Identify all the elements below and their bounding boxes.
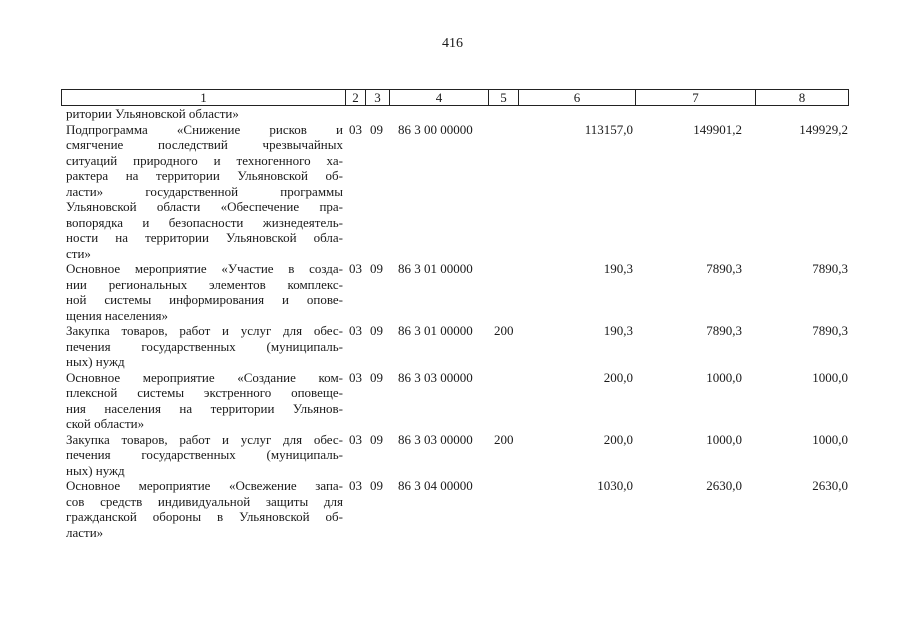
description-line: нии региональных элементов комплекс-: [66, 276, 343, 292]
cell-amount-col7: 149901,2: [693, 121, 742, 137]
table-row: [0, 122, 905, 262]
table-row: [0, 261, 905, 323]
description-line: Основное мероприятие «Освежение запа-: [66, 478, 343, 493]
cell-section: 03: [349, 478, 362, 493]
row-description: [66, 432, 343, 479]
description-line: вопорядка и безопасности жизнедеятель-: [66, 214, 343, 230]
cell-subsection: 09: [370, 478, 383, 493]
cell-subsection: 09: [370, 431, 383, 447]
page-number: 416: [442, 36, 463, 51]
description-line: щения населения»: [66, 307, 169, 323]
description-line: Основное мероприятие «Создание ком-: [66, 369, 343, 385]
description-line: ности на территории Ульяновской обла-: [66, 230, 343, 245]
description-line: смягчение последствий чрезвычайных: [66, 137, 343, 152]
cell-section: 03: [349, 369, 362, 385]
cell-amount-col7: 7890,3: [706, 323, 742, 338]
header-cell-7: 7: [636, 90, 756, 105]
cell-target-article: 86 3 03 00000: [398, 369, 473, 385]
header-cell-3: 3: [366, 90, 390, 105]
cell-section: 03: [349, 261, 362, 276]
description-line: ласти» государственной программы: [66, 183, 343, 199]
cell-section: 03: [349, 323, 362, 338]
cell-amount-col7: 7890,3: [706, 261, 742, 276]
description-line: ситуаций природного и техногенного ха-: [66, 152, 343, 168]
table-row: [0, 323, 905, 370]
table-row: [0, 370, 905, 432]
cell-target-article: 86 3 00 00000: [398, 121, 473, 137]
cell-amount-col6: 113157,0: [584, 121, 633, 137]
cell-section: 03: [349, 121, 362, 137]
row-description: [66, 478, 343, 540]
header-cell-8: 8: [798, 90, 806, 105]
cell-subsection: 09: [370, 261, 383, 276]
cell-subsection: 09: [370, 323, 383, 338]
cell-amount-col6: 200,0: [603, 431, 633, 447]
cell-amount-col6: 200,0: [603, 369, 633, 385]
cell-target-article: 86 3 01 00000: [398, 261, 473, 276]
cell-amount-col8: 1000,0: [812, 431, 848, 447]
cell-amount-col8: 7890,3: [812, 261, 848, 276]
description-line: гражданской обороны в Ульяновской об-: [66, 509, 343, 524]
header-cell-4: 4: [390, 90, 489, 105]
cell-amount-col8: 149929,2: [799, 121, 848, 137]
description-line: печения государственных (муниципаль-: [66, 338, 343, 354]
description-line: Ульяновской области «Обеспечение пра-: [66, 199, 343, 214]
cell-amount-col7: 2630,0: [706, 478, 742, 493]
header-cell-6: 6: [519, 90, 636, 105]
cell-subsection: 09: [370, 121, 383, 137]
description-line: Закупка товаров, работ и услуг для обес-: [66, 431, 343, 447]
description-line: Основное мероприятие «Участие в созда-: [66, 261, 343, 276]
description-line: ния населения на территории Ульянов-: [66, 400, 343, 416]
cell-amount-col8: 1000,0: [812, 369, 848, 385]
description-line: ритории Ульяновской области»: [66, 106, 239, 121]
cell-expense-type: 200: [494, 323, 514, 338]
cell-amount-col6: 190,3: [603, 261, 633, 276]
row-description: [66, 122, 343, 262]
header-cell-2: 2: [346, 90, 366, 105]
description-line: ных) нужд: [66, 462, 125, 478]
description-line: ской области»: [66, 416, 145, 431]
table-row: [0, 106, 905, 122]
row-description: [66, 323, 343, 370]
row-description: [66, 370, 343, 432]
cell-expense-type: 200: [494, 431, 514, 447]
description-line: печения государственных (муниципаль-: [66, 447, 343, 462]
cell-amount-col6: 1030,0: [597, 478, 633, 493]
table-body: [0, 106, 905, 540]
description-line: ной системы информирования и опове-: [66, 292, 343, 307]
description-line: сов средств индивидуальной защиты для: [66, 493, 343, 509]
cell-subsection: 09: [370, 369, 383, 385]
cell-section: 03: [349, 431, 362, 447]
description-line: сти»: [66, 245, 91, 261]
cell-target-article: 86 3 04 00000: [398, 478, 473, 493]
row-description: [66, 106, 343, 122]
cell-target-article: 86 3 01 00000: [398, 323, 473, 338]
description-line: рактера на территории Ульяновской об-: [66, 168, 343, 183]
cell-amount-col7: 1000,0: [706, 369, 742, 385]
row-description: [66, 261, 343, 323]
table-row: [0, 478, 905, 540]
cell-amount-col6: 190,3: [603, 323, 633, 338]
description-line: Подпрограмма «Снижение рисков и: [66, 121, 343, 137]
cell-target-article: 86 3 03 00000: [398, 431, 473, 447]
cell-amount-col8: 2630,0: [812, 478, 848, 493]
table-header-row: [61, 89, 849, 106]
description-line: ласти»: [66, 524, 104, 540]
table-row: [0, 432, 905, 479]
description-line: ных) нужд: [66, 354, 125, 369]
cell-amount-col7: 1000,0: [706, 431, 742, 447]
header-cell-5: 5: [489, 90, 519, 105]
header-cell-1: 1: [62, 90, 346, 105]
description-line: Закупка товаров, работ и услуг для обес-: [66, 323, 343, 338]
cell-amount-col8: 7890,3: [812, 323, 848, 338]
description-line: плексной системы экстренного оповеще-: [66, 385, 343, 400]
